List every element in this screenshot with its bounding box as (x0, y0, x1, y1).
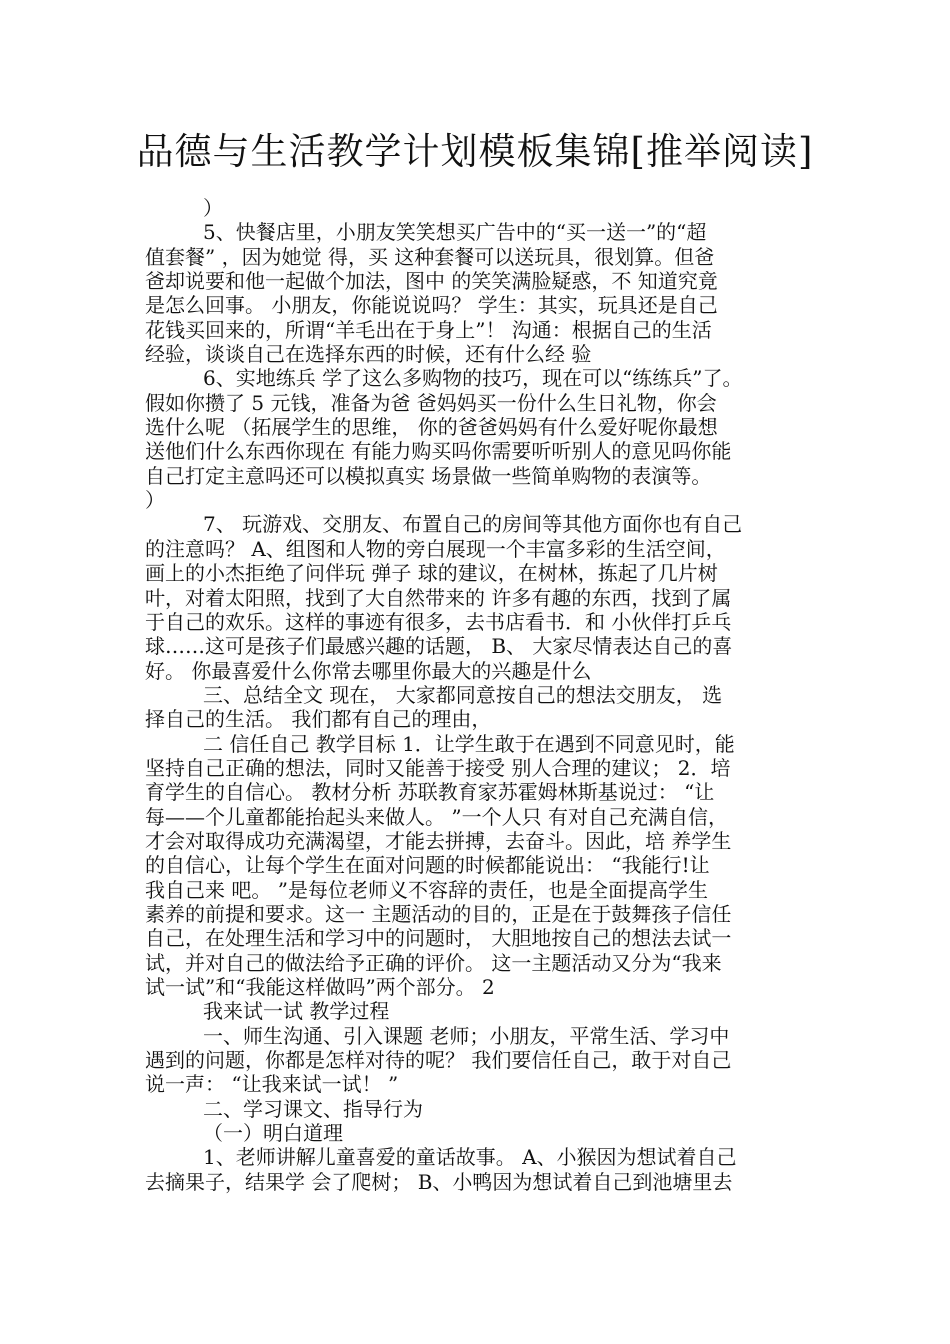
text-line: 6、实地练兵 学了这么多购物的技巧，现在可以“练练兵”了。 (203, 366, 743, 391)
text-line: 花钱买回来的，所谓“羊毛出在于身上”！ 沟通：根据自己的生活 (145, 317, 712, 342)
text-line: 7、 玩游戏、交朋友、布置自己的房间等其他方面你也有自己 (203, 512, 743, 537)
text-line: 遇到的问题，你都是怎样对待的呢？ 我们要信任自己，敢于对自己 (145, 1048, 732, 1073)
text-line: 择自己的生活。 我们都有自己的理由， (145, 707, 492, 732)
text-line: 的自信心，让每个学生在面对问题的时候都能说出： “我能行!让 (145, 853, 710, 878)
text-line: 的注意吗？ A、组图和人物的旁白展现一个丰富多彩的生活空间， (145, 536, 726, 561)
text-line: 试一试”和“我能这样做吗”两个部分。 2 (145, 975, 495, 999)
text-line: 假如你攒了 5 元钱，准备为爸 爸妈妈买一份什么生日礼物，你会 (145, 390, 717, 415)
text-line: 5、快餐店里，小朋友笑笑想买广告中的“买一送一”的“超 (203, 220, 707, 245)
text-line: 自己打定主意吗还可以模拟真实 场景做一些简单购物的表演等。 (145, 463, 712, 488)
text-line: 球……这可是孩子们最感兴趣的话题， B、 大家尽情表达自己的喜 (145, 634, 733, 659)
text-line: ） (145, 488, 165, 513)
text-line: 于自己的欢乐。这样的事迹有很多，去书店看书．和 小伙伴打乒乓 (145, 609, 732, 634)
text-line: 画上的小杰拒绝了问伴玩 弹子 球的建议，在树林，拣起了几片树 (145, 561, 718, 586)
text-line: 好。 你最喜爱什么你常去哪里你最大的兴趣是什么 (145, 658, 592, 683)
text-line: 育学生的自信心。 教材分析 苏联教育家苏霍姆林斯基说过： “让 (145, 780, 715, 805)
text-line: 我来试一试 教学过程 (203, 999, 390, 1024)
text-line: 素养的前提和要求。这一 主题活动的目的，正是在于鼓舞孩子信任 (145, 901, 732, 926)
text-line: 二、学习课文、指导行为 (203, 1096, 423, 1121)
text-line: 叶，对着太阳照，找到了大自然带来的 许多有趣的东西，找到了属 (145, 585, 732, 610)
text-line: 选什么呢 （拓展学生的思维， 你的爸爸妈妈有什么爱好呢你最想 (145, 415, 718, 440)
text-line: 才会对取得成功充满渴望，才能去拼搏，去奋斗。因此，培 养学生 (145, 828, 732, 853)
document-body (145, 196, 825, 1194)
text-line: 送他们什么东西你现在 有能力购买吗你需要听听别人的意见吗你能 (145, 439, 732, 464)
text-line: 说一声： “让我来试一试！ ” (145, 1072, 399, 1097)
text-line: 坚持自己正确的想法，同时又能善于接受 别人合理的建议； 2．培 (145, 755, 731, 780)
text-line: 试，并对自己的做法给予正确的评价。 这一主题活动又分为“我来 (145, 950, 722, 975)
text-line: 去摘果子，结果学 会了爬树； B、小鸭因为想试着自己到池塘里去 (145, 1169, 733, 1194)
text-line: 是怎么回事。 小朋友，你能说说吗？ 学生：其实，玩具还是自己 (145, 293, 718, 318)
text-line: 经验，谈谈自己在选择东西的时候，还有什么经 验 (145, 342, 592, 367)
text-line: 自己，在处理生活和学习中的问题时， 大胆地按自己的想法去试一 (145, 926, 732, 951)
text-line: 我自己来 吧。 ”是每位老师义不容辞的责任，也是全面提高学生 (145, 877, 708, 902)
text-line: ） (203, 196, 223, 220)
text-line: 1、老师讲解儿童喜爱的童话故事。 A、小猴因为想试着自己 (203, 1145, 737, 1170)
text-line: 一、师生沟通、引入课题 老师；小朋友，平常生活、学习中 (203, 1023, 730, 1048)
text-line: 每——个儿童都能抬起头来做人。 ”一个人只 有对自己充满自信， (145, 804, 728, 829)
text-line: 值套餐” ，因为她觉 得，买 这种套餐可以送玩具，很划算。但爸 (145, 244, 715, 269)
text-line: 二 信任自己 教学目标 1．让学生敢于在遇到不同意见时，能 (203, 731, 735, 756)
text-line: 三、总结全文 现在， 大家都同意按自己的想法交朋友， 选 (203, 682, 723, 707)
document-title: 品德与生活教学计划模板集锦[推举阅读] (136, 130, 814, 173)
text-line: （一）明白道理 (203, 1121, 343, 1146)
text-line: 爸却说要和他一起做个加法，图中 的笑笑满脸疑惑，不 知道究竟 (145, 269, 718, 294)
